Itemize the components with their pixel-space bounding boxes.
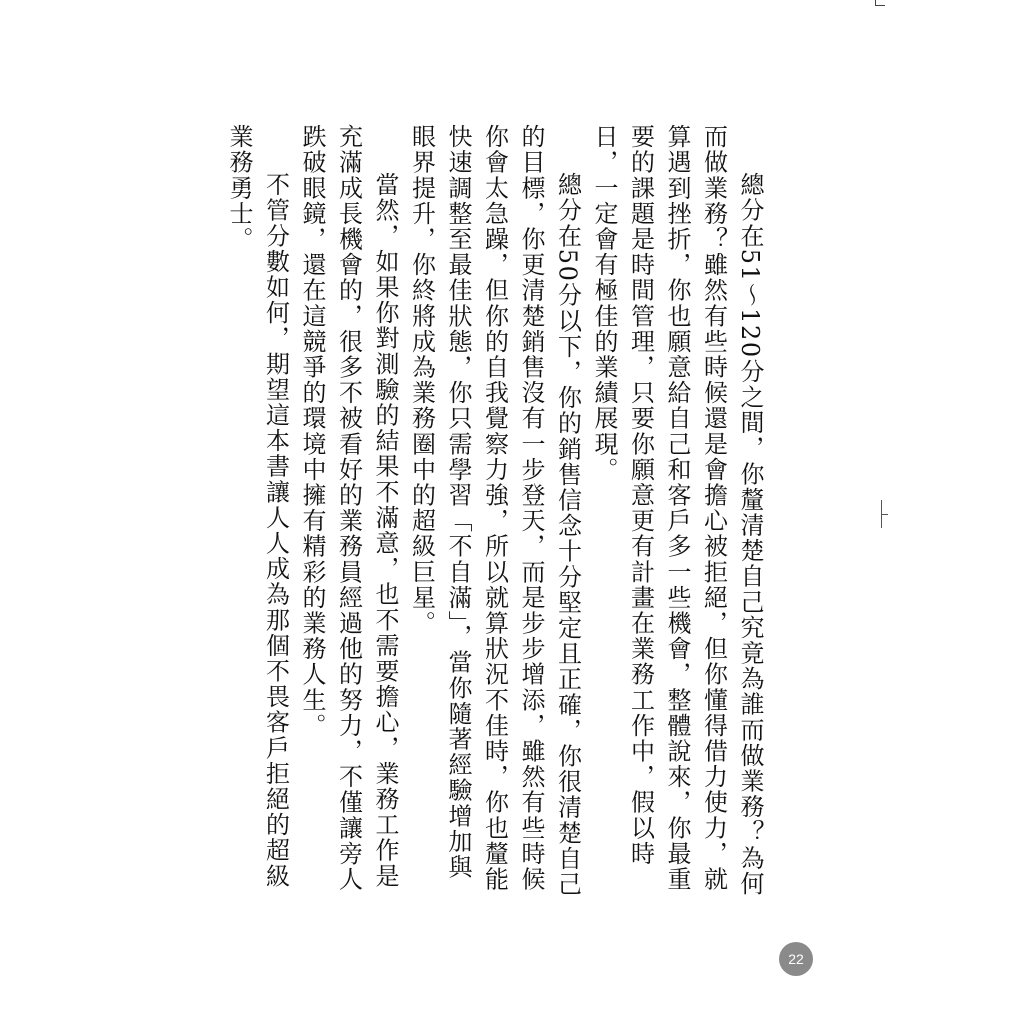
crop-mark-middle xyxy=(874,500,888,528)
paragraph-not-satisfied: 當然，如果你對測驗的結果不滿意，也不需要擔心，業務工作是充滿成長機會的，很多不被看好的業務員經過他的努力，不僅讓旁人跌破眼鏡，還在這競爭的環境中擁有精彩的業務人生。 xyxy=(298,124,399,892)
vertical-body-text xyxy=(221,124,769,904)
paragraph-score-51-120: 總分在51～120分之間，你釐清楚自己究竟為誰而做業務？為何而做業務？雖然有些時候還是會擔心被拒絕，但你懂得借力使力，就算遇到挫折，你也願意給自己和客戶多一些機會，整體說來，你最重要的課題是時間管理，只要你願意更有計畫在業務工作中，假以時日，一定會有極佳的業績展現。 xyxy=(590,124,764,897)
crop-mark-horizontal-line xyxy=(881,514,888,515)
paragraph-score-under-50: 總分在50分以下，你的銷售信念十分堅定且正確，你很清楚自己的目標，你更清楚銷售沒有一步登天，而是步步增添，雖然有些時候你會太急躁，但你的自我覺察力強，所以就算狀況不佳時，你也釐能快速調整至最佳狀態，你只需學習「不自滿」，當你隨著經驗增加與眼界提升，你終將成為業務圈中的超級巨星。 xyxy=(407,124,582,897)
page-number-badge: 22 xyxy=(779,942,813,976)
paragraph-closing: 不管分數如何，期望這本書讓人人成為那個不畏客戶拒絕的超級業務勇士。 xyxy=(225,124,290,889)
crop-mark-top xyxy=(875,0,885,6)
